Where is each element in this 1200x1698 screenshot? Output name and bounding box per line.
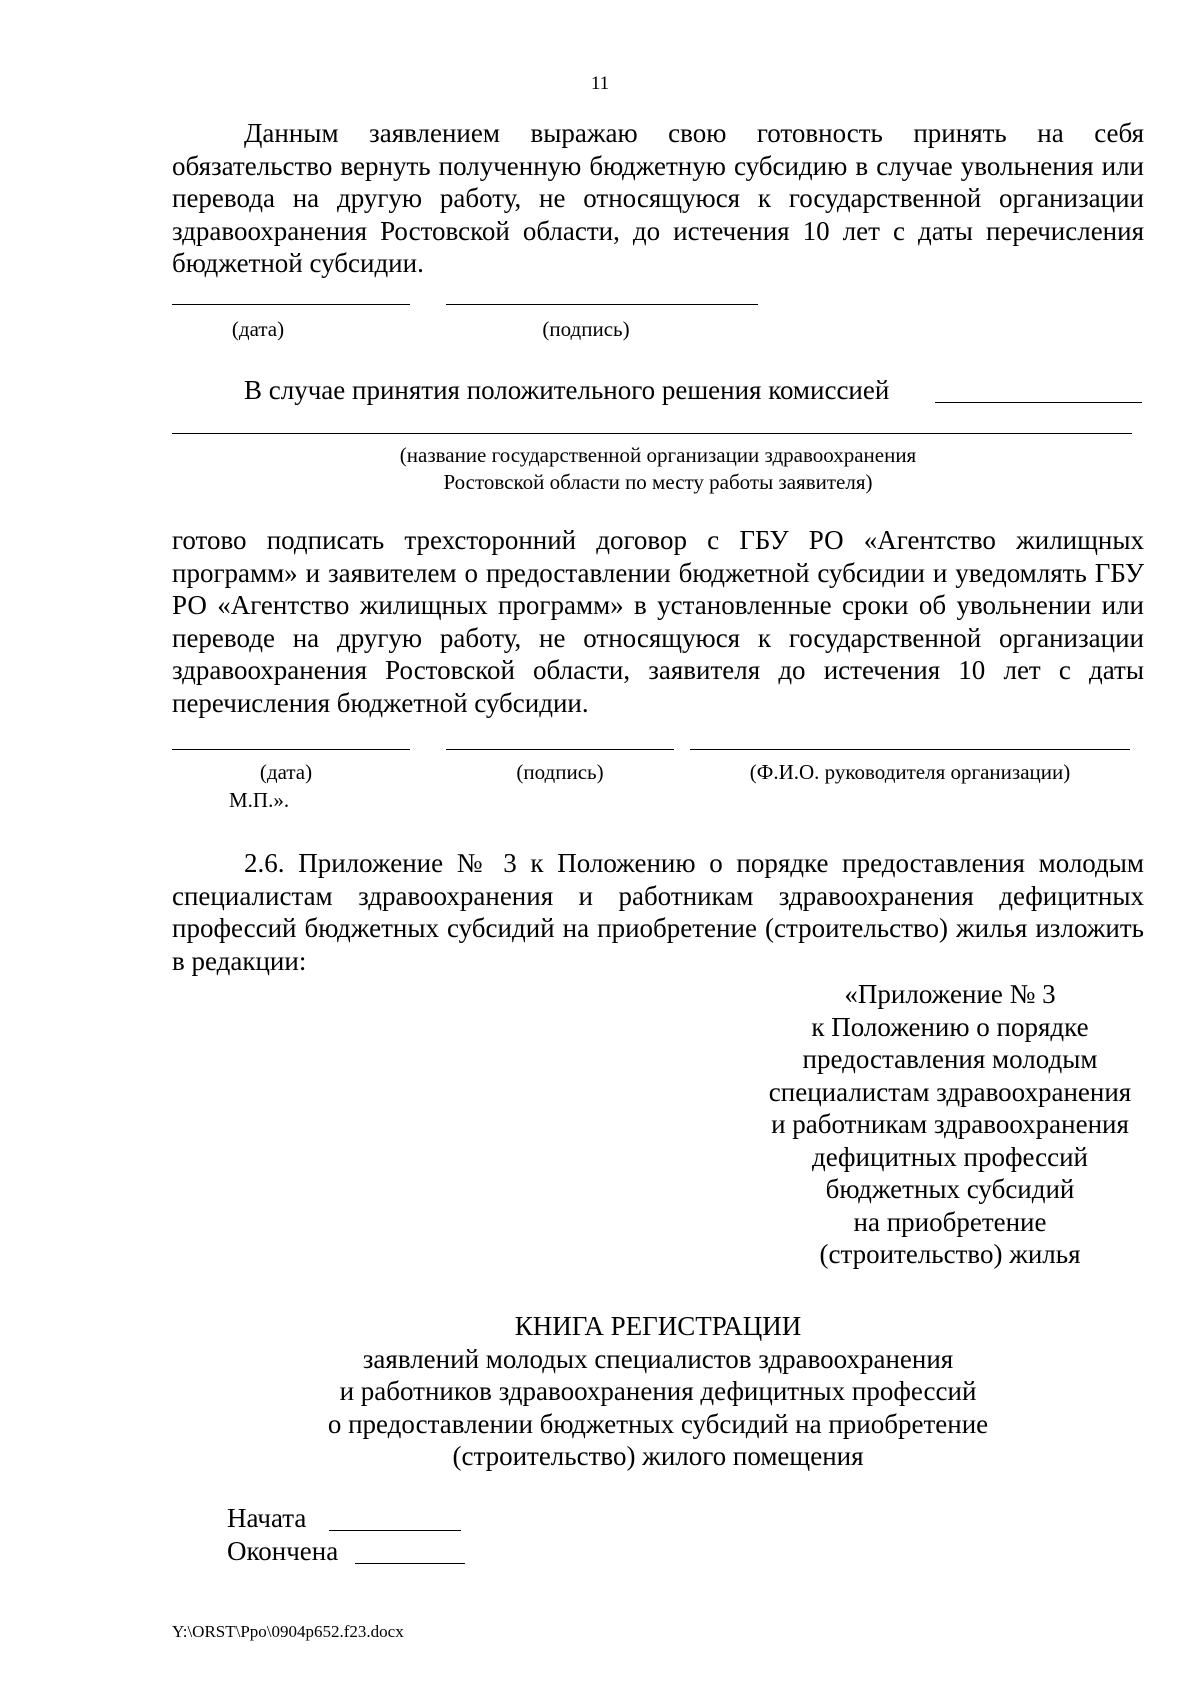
signature-label-2: (подпись) xyxy=(516,760,604,784)
appendix-line: специалистам здравоохранения xyxy=(768,1076,1132,1107)
book-subtitle-line: и работников здравоохранения дефицитных профессий xyxy=(339,1376,977,1406)
book-subtitle-line: (строительство) жилого помещения xyxy=(452,1441,864,1471)
appendix-line: «Приложение № 3 xyxy=(844,979,1056,1009)
started-label: Начата xyxy=(227,1503,307,1533)
file-path: Y:\ORST\Ppo\0904p652.f23.docx xyxy=(172,1622,404,1641)
appendix-header xyxy=(740,978,1160,1271)
appendix-line: предоставления молодым xyxy=(802,1044,1098,1074)
org-name-line xyxy=(172,433,1132,434)
date-label: (дата) xyxy=(231,317,285,341)
appendix-line: (строительство) жилья xyxy=(819,1239,1081,1269)
org-caption-line1: (название государственной организации здравоохранения xyxy=(399,443,917,467)
appendix-line: бюджетных субсидий xyxy=(825,1174,1075,1204)
appendix-line: и работникам здравоохранения xyxy=(771,1109,1129,1139)
book-title-block xyxy=(172,1310,1144,1473)
signature-line xyxy=(446,304,758,305)
appendix-line: к Положению о порядке xyxy=(811,1011,1089,1042)
signature-label: (подпись) xyxy=(542,317,630,341)
started-line xyxy=(329,1530,461,1531)
fio-line xyxy=(690,749,1130,750)
paragraph-readiness: Данным заявлением выражаю свою готовность принять на себя обязательство вернуть полученную бюджетную субсидию в случае увольнения или перевода на другую работу, не относящуюся к государственной организации здравоохранения Ростовской области, до истечения 10 лет с даты перечисления бюджетной субсидии. xyxy=(172,118,1144,278)
book-subtitle-line: о предоставлении бюджетных субсидий на приобретение xyxy=(327,1408,989,1439)
paragraph-amendment: 2.6. Приложение № 3 к Положению о порядке предоставления молодым специалистам здравоохранения и работникам здравоохранения дефицитных профессий бюджетных субсидий на приобретение (строительство) жилья изложить в редакции: xyxy=(172,848,1144,976)
ended-label: Окончена xyxy=(227,1536,339,1566)
ended-line xyxy=(355,1563,465,1564)
signature-line-2 xyxy=(446,749,674,750)
fio-label: (Ф.И.О. руководителя организации) xyxy=(749,760,1071,784)
date-line-2 xyxy=(172,749,410,750)
commission-fill-line xyxy=(935,402,1142,403)
book-subtitle-line: заявлений молодых специалистов здравоохранения xyxy=(362,1343,954,1374)
appendix-line: дефицитных профессий xyxy=(812,1141,1088,1172)
page-number: 11 xyxy=(590,73,610,94)
book-title: КНИГА РЕГИСТРАЦИИ xyxy=(514,1311,802,1341)
date-line xyxy=(172,304,410,305)
stamp-label: М.П.». xyxy=(229,788,290,812)
appendix-line: на приобретение xyxy=(853,1206,1047,1237)
commission-text: В случае принятия положительного решения комиссией xyxy=(244,375,890,405)
org-caption-line2: Ростовской области по месту работы заявителя) xyxy=(443,470,873,494)
paragraph-organization-ready: готово подписать трехсторонний договор с ГБУ РО «Агентство жилищных программ» и заявителем о предоставлении бюджетной субсидии и уведомлять ГБУ РО «Агентство жилищных программ» в установленные сроки об увольнении или переводе на другую работу, не относящуюся к государственной организации здравоохранения Ростовской области, заявителя до истечения 10 лет с даты перечисления бюджетной субсидии. xyxy=(172,525,1144,718)
date-label-2: (дата) xyxy=(259,760,313,784)
